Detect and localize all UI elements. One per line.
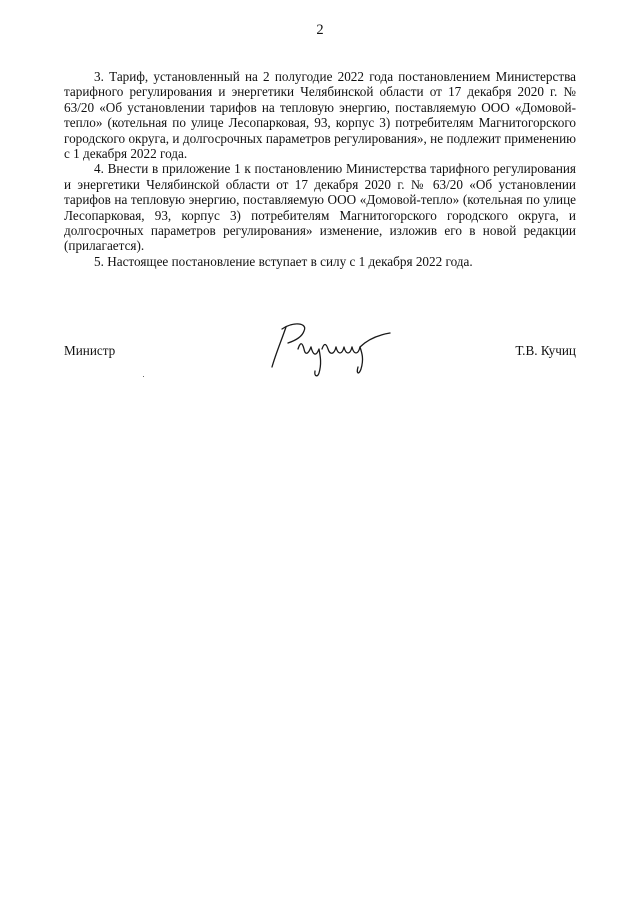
signer-name: Т.В. Кучиц [515, 343, 576, 358]
position-title: Министр [64, 343, 116, 358]
paragraph-4: 4. Внести в приложение 1 к постановлению Министерства тарифного регулирования и энергетики Челябинской области от 17 декабря 2020 г. № 63/20 «Об установлении тарифов на тепловую энергию, поставляемую ООО «Домовой-тепло» (котельная по улице Лесопарковая, 93, корпус 3) потребителям Магнитогорского городского округа, и долгосрочных параметров регулирования» изменение, изложив его в новой редакции (прилагается). [64, 161, 576, 254]
signature-block [64, 333, 576, 393]
page-number: 2 [316, 22, 324, 38]
handwritten-signature [264, 319, 404, 379]
scan-speck [143, 376, 144, 377]
paragraph-3: 3. Тариф, установленный на 2 полугодие 2022 года постановлением Министерства тарифного регулирования и энергетики Челябинской области от 17 декабря 2020 г. № 63/20 «Об установлении тарифов на тепловую энергию, поставляемую ООО «Домовой-тепло» (котельная по улице Лесопарковая, 93, корпус 3) потребителям Магнитогорского городского округа, и долгосрочных параметров регулирования», не подлежит применению с 1 декабря 2022 года. [64, 69, 576, 162]
document-body [64, 69, 576, 269]
paragraph-5: 5. Настоящее постановление вступает в силу с 1 декабря 2022 года. [94, 253, 473, 269]
